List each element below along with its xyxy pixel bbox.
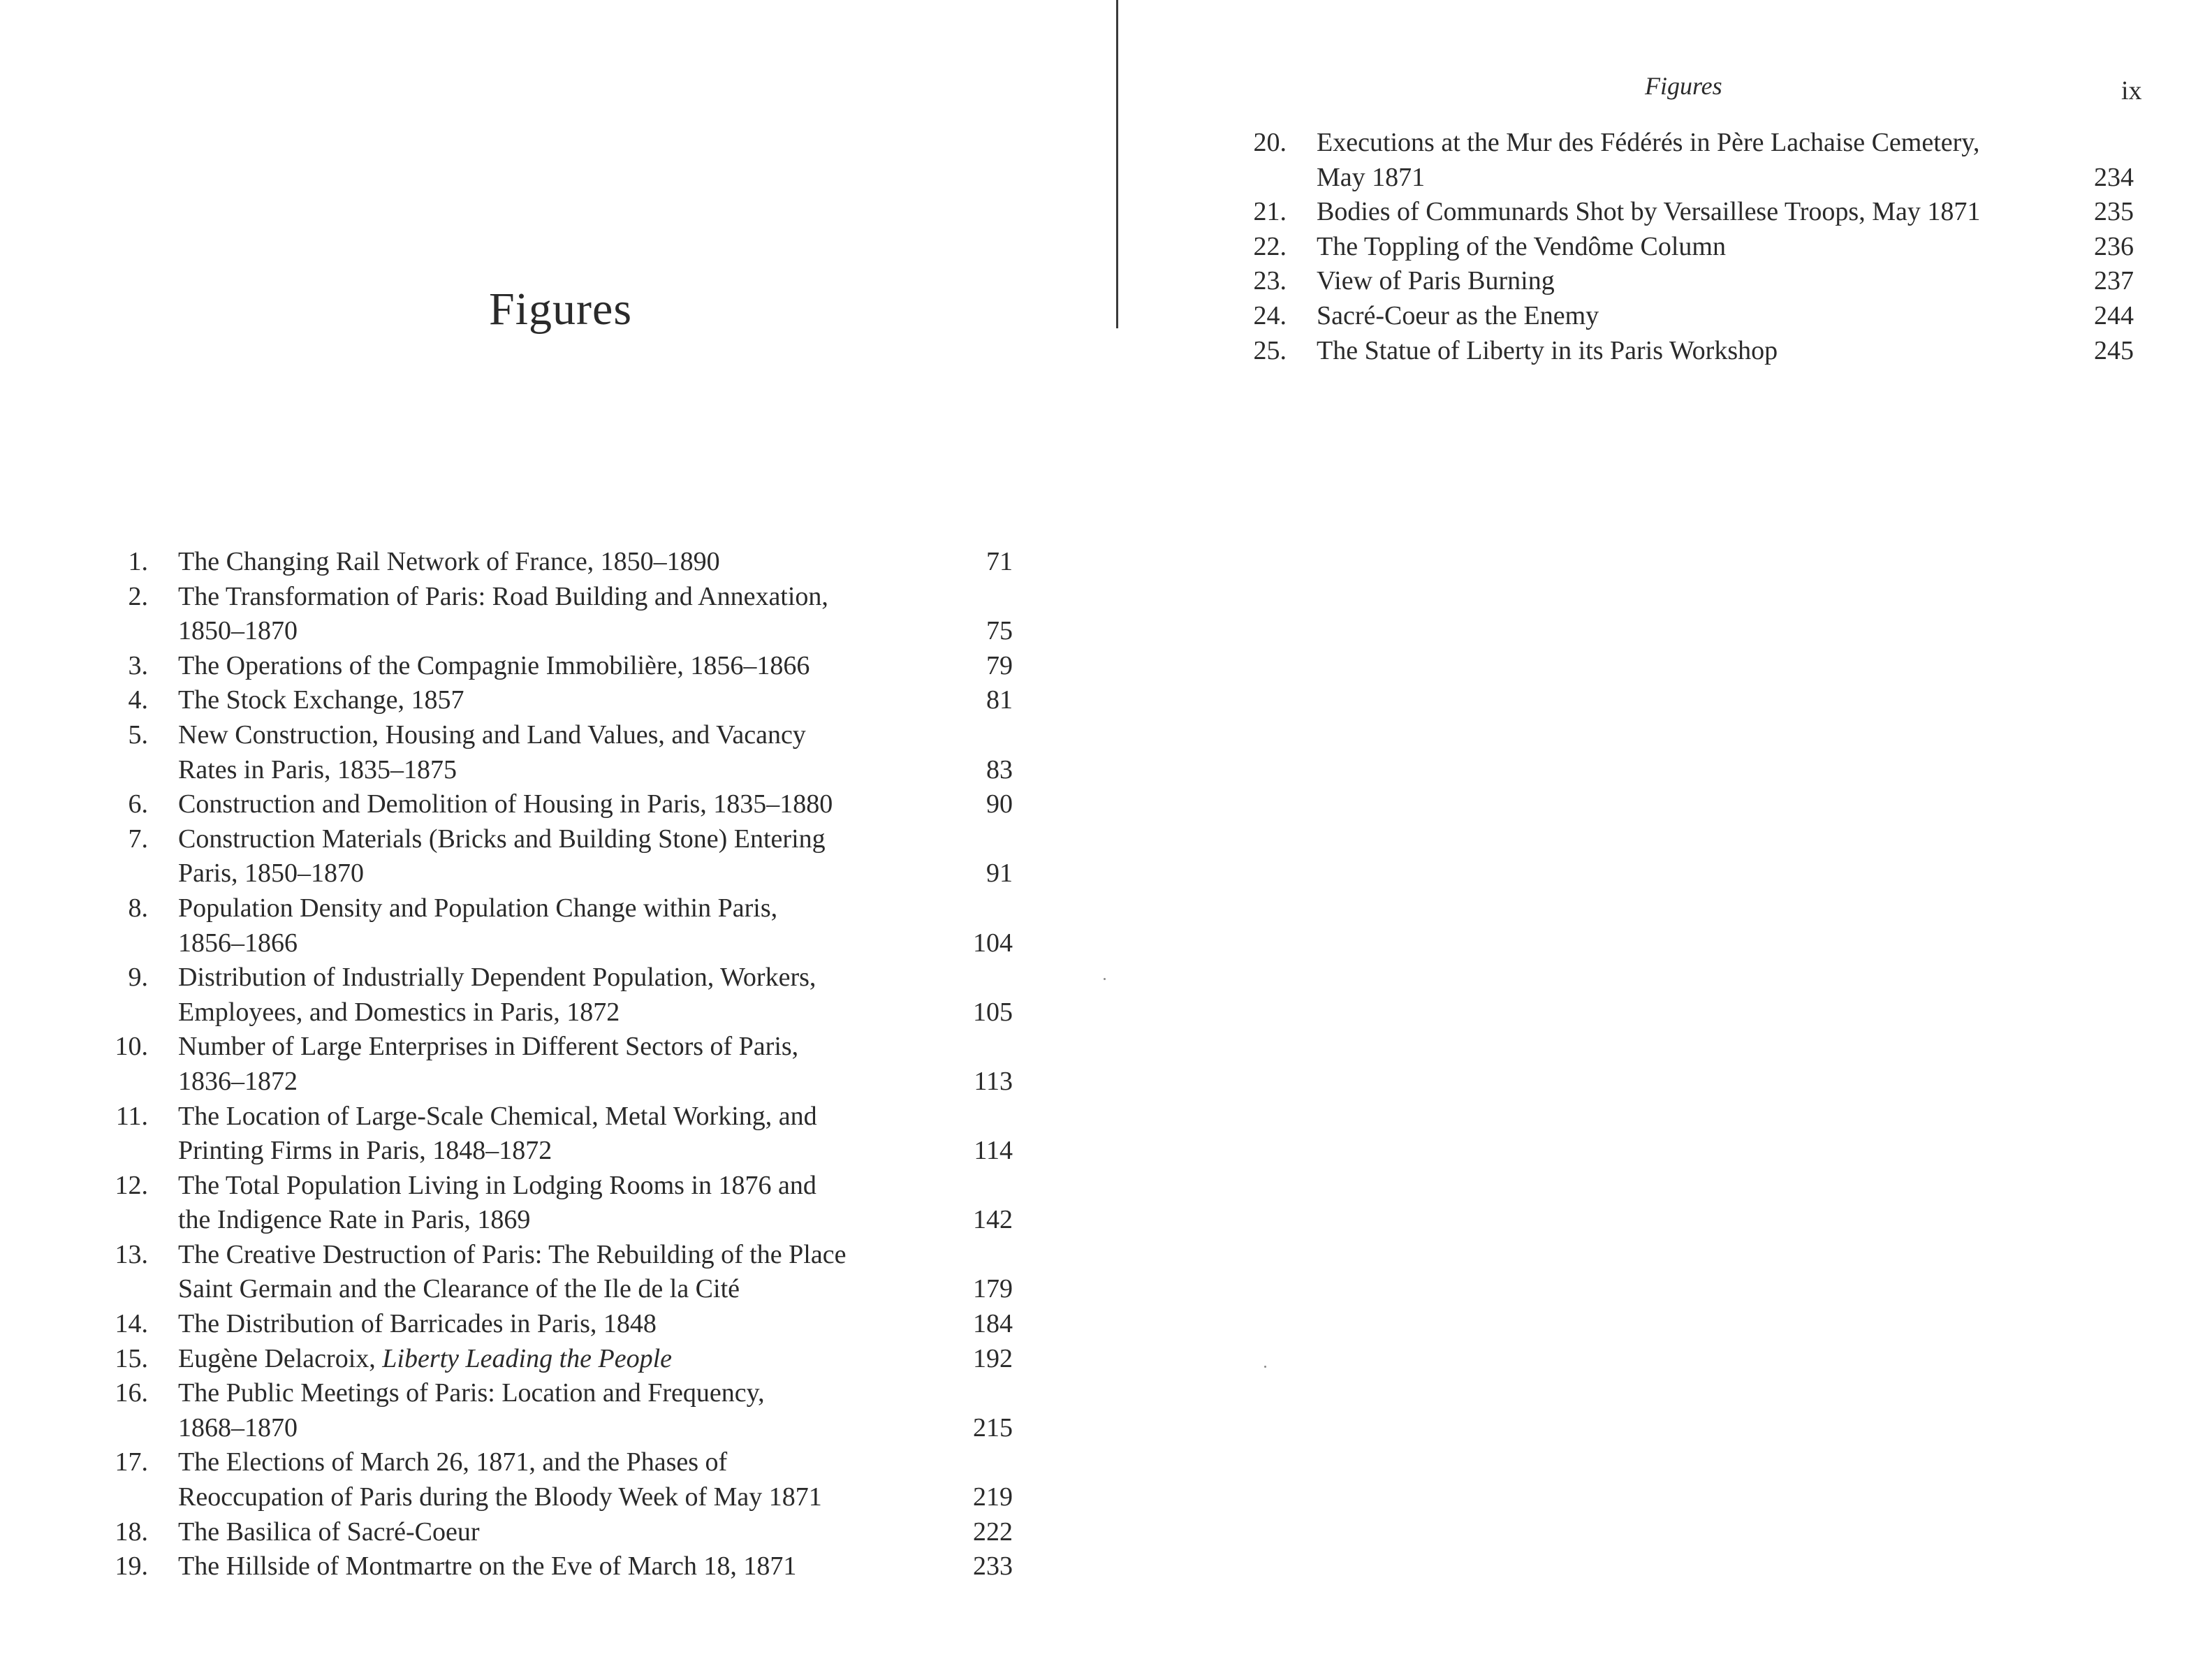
figure-title [178, 1030, 915, 1099]
figure-number: 18. [115, 1517, 148, 1547]
figure-title-line: The Hillside of Montmartre on the Eve of March 18, 1871 [178, 1551, 797, 1582]
figure-entry [91, 718, 1013, 787]
figure-number: 8. [128, 893, 148, 923]
figure-page-number: 219 [973, 1482, 1013, 1512]
figure-number: 22. [1253, 231, 1287, 261]
figure-entry [1229, 334, 2134, 369]
figure-title-line: The Creative Destruction of Paris: The Rebuilding of the Place [178, 1239, 847, 1269]
figure-title-line: New Construction, Housing and Land Values, and Vacancy [178, 720, 806, 750]
page-title: Figures [489, 284, 632, 335]
figure-title-line: Paris, 1850–1870 [178, 859, 364, 889]
figure-number: 10. [115, 1032, 148, 1062]
figure-number: 12. [115, 1170, 148, 1200]
figure-number: 17. [115, 1447, 148, 1477]
figure-title-line: Number of Large Enterprises in Different Sectors of Paris, [178, 1032, 799, 1062]
figure-title-line: The Toppling of the Vendôme Column [1317, 231, 1726, 261]
figure-page-number: 184 [973, 1309, 1013, 1339]
figure-title [178, 787, 915, 822]
figure-number: 21. [1253, 197, 1287, 227]
figure-page-number: 75 [986, 616, 1013, 646]
figure-entry [91, 1169, 1013, 1238]
figure-number: 6. [128, 789, 148, 819]
figure-number: 20. [1253, 128, 1287, 157]
figure-title-line: The Stock Exchange, 1857 [178, 685, 464, 715]
figure-number: 14. [115, 1309, 148, 1339]
figure-number: 19. [115, 1551, 148, 1582]
figure-title [1317, 230, 2036, 265]
figure-number: 15. [115, 1343, 148, 1373]
figure-title-line: 1856–1866 [178, 928, 298, 958]
figure-page-number: 192 [973, 1343, 1013, 1373]
figure-entry [91, 1549, 1013, 1584]
figure-page-number: 113 [974, 1066, 1013, 1096]
figure-title [178, 1376, 915, 1445]
figure-title-line: The Total Population Living in Lodging Rooms in 1876 and [178, 1170, 816, 1200]
figure-title-line: The Transformation of Paris: Road Building and Annexation, [178, 581, 828, 611]
figure-number: 7. [128, 824, 148, 854]
figure-title-line: Population Density and Population Change within Paris, [178, 893, 778, 923]
figure-title-line: the Indigence Rate in Paris, 1869 [178, 1205, 531, 1235]
figure-page-number: 236 [2094, 231, 2134, 261]
figure-entry [91, 683, 1013, 718]
figure-title [178, 1445, 915, 1514]
running-head: Figures [1645, 72, 1722, 100]
scan-speck [1104, 978, 1106, 980]
figure-title-line: The Distribution of Barricades in Paris, 1848 [178, 1309, 657, 1339]
figure-title-line: Distribution of Industrially Dependent Population, Workers, [178, 963, 816, 993]
figure-title [178, 960, 915, 1030]
figure-entry [91, 822, 1013, 891]
figure-title [178, 1342, 915, 1377]
figure-title-line: Bodies of Communards Shot by Versaillese Troops, May 1871 [1317, 197, 1981, 227]
figure-title-italic: Liberty Leading the People [382, 1343, 673, 1373]
figure-title-line: The Basilica of Sacré-Coeur [178, 1517, 480, 1547]
figure-entry [91, 1100, 1013, 1169]
figure-title-line: The Location of Large-Scale Chemical, Metal Working, and [178, 1101, 817, 1131]
figure-title [178, 718, 915, 787]
figure-title [178, 1549, 915, 1584]
figure-entry [91, 580, 1013, 649]
figure-title-line: The Elections of March 26, 1871, and the Phases of [178, 1447, 728, 1477]
figure-entry [91, 787, 1013, 822]
figure-number: 16. [115, 1378, 148, 1408]
figure-title-line: The Operations of the Compagnie Immobilière, 1856–1866 [178, 650, 810, 680]
figure-title [178, 1307, 915, 1342]
figure-number: 23. [1253, 266, 1287, 296]
figure-title-line: May 1871 [1317, 162, 1426, 192]
figure-page-number: 91 [986, 859, 1013, 889]
figure-title-line: Construction Materials (Bricks and Building Stone) Entering [178, 824, 826, 854]
figure-entry [91, 1307, 1013, 1342]
figure-title-line: 1836–1872 [178, 1066, 298, 1096]
figure-title [1317, 195, 2036, 230]
figure-page-number: 83 [986, 754, 1013, 784]
figure-page-number: 237 [2094, 266, 2134, 296]
figure-number: 24. [1253, 300, 1287, 330]
figure-page-number: 233 [973, 1551, 1013, 1582]
figure-title [178, 1238, 915, 1307]
figure-title-line: The Statue of Liberty in its Paris Workshop [1317, 335, 1778, 365]
figure-number: 13. [115, 1239, 148, 1269]
figure-entry [91, 1515, 1013, 1550]
figure-page-number: 215 [973, 1412, 1013, 1442]
figure-title [1317, 334, 2036, 369]
figure-page-number: 90 [986, 789, 1013, 819]
figure-title-line: Executions at the Mur des Fédérés in Père Lachaise Cemetery, [1317, 128, 1980, 157]
figure-number: 4. [128, 685, 148, 715]
figure-page-number: 81 [986, 685, 1013, 715]
figure-title-line: Saint Germain and the Clearance of the Ile de la Cité [178, 1274, 740, 1304]
figure-title [178, 545, 915, 580]
figure-title-line: 1868–1870 [178, 1412, 298, 1442]
figure-title-line: Printing Firms in Paris, 1848–1872 [178, 1136, 552, 1166]
figure-title-line: View of Paris Burning [1317, 266, 1555, 296]
figure-title [1317, 126, 2036, 195]
figure-title-line: Reoccupation of Paris during the Bloody Week of May 1871 [178, 1482, 822, 1512]
figure-title [178, 683, 915, 718]
figure-number: 1. [128, 547, 148, 576]
figure-title [1317, 299, 2036, 334]
figure-page-number: 235 [2094, 197, 2134, 227]
figure-page-number: 142 [973, 1205, 1013, 1235]
figure-title [178, 822, 915, 891]
right-page [1118, 0, 2212, 1680]
figure-title [178, 1515, 915, 1550]
figure-page-number: 105 [973, 997, 1013, 1027]
figure-entry [91, 1030, 1013, 1099]
figure-page-number: 245 [2094, 335, 2134, 365]
figure-number: 5. [128, 720, 148, 750]
page-number: ix [2121, 76, 2142, 105]
figure-title-line: The Public Meetings of Paris: Location and Frequency, [178, 1378, 765, 1408]
figure-title-line: The Changing Rail Network of France, 1850–1890 [178, 547, 720, 576]
figure-title [178, 1169, 915, 1238]
figure-entry [1229, 195, 2134, 230]
figure-entry [91, 649, 1013, 684]
figure-entry [91, 545, 1013, 580]
figure-entry [91, 1376, 1013, 1445]
figure-number: 3. [128, 650, 148, 680]
figure-title-line: 1850–1870 [178, 616, 298, 646]
figure-entry [1229, 264, 2134, 299]
figure-title [178, 580, 915, 649]
figure-page-number: 114 [974, 1136, 1013, 1166]
figure-title [178, 891, 915, 960]
figure-page-number: 79 [986, 650, 1013, 680]
figure-entry [91, 1238, 1013, 1307]
figure-entry [91, 960, 1013, 1030]
figure-title [1317, 264, 2036, 299]
figure-page-number: 234 [2094, 162, 2134, 192]
figure-entry [1229, 126, 2134, 195]
figure-entry [1229, 299, 2134, 334]
figure-entry [1229, 230, 2134, 265]
figure-list-left [91, 545, 1013, 1584]
figure-number: 11. [115, 1101, 148, 1131]
figure-page-number: 244 [2094, 300, 2134, 330]
figure-title-line: Sacré-Coeur as the Enemy [1317, 300, 1599, 330]
figure-entry [91, 1445, 1013, 1514]
figure-page-number: 222 [973, 1517, 1013, 1547]
figure-page-number: 71 [986, 547, 1013, 576]
figure-list-right [1229, 126, 2134, 368]
figure-title [178, 649, 915, 684]
figure-title-line: Employees, and Domestics in Paris, 1872 [178, 997, 620, 1027]
figure-title-line: Rates in Paris, 1835–1875 [178, 754, 457, 784]
figure-entry [91, 891, 1013, 960]
figure-number: 2. [128, 581, 148, 611]
figure-title-line: Construction and Demolition of Housing in Paris, 1835–1880 [178, 789, 833, 819]
figure-number: 25. [1253, 335, 1287, 365]
figure-page-number: 104 [973, 928, 1013, 958]
figure-number: 9. [128, 963, 148, 993]
figure-entry [91, 1342, 1013, 1377]
figure-title [178, 1100, 915, 1169]
figure-page-number: 179 [973, 1274, 1013, 1304]
figure-title-prefix: Eugène Delacroix, [178, 1343, 383, 1373]
